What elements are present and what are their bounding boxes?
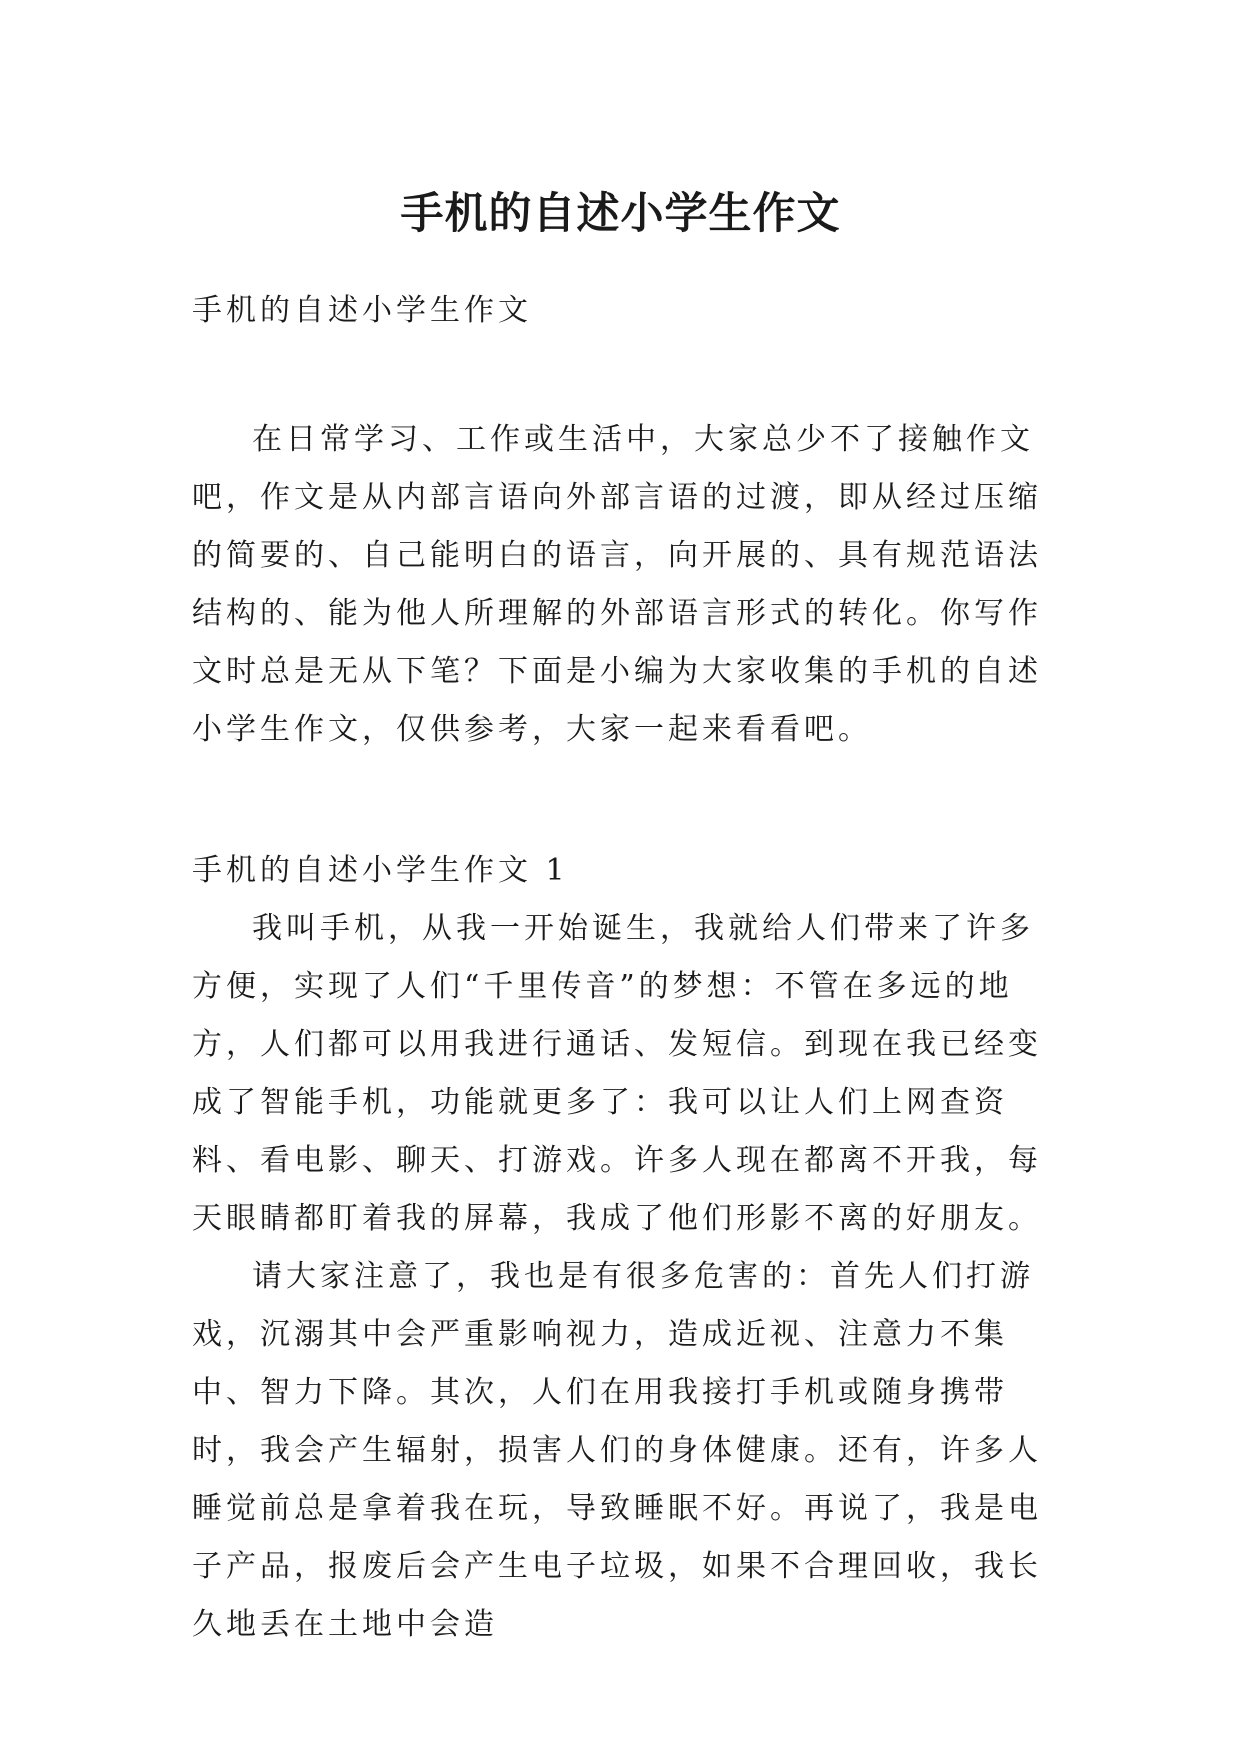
spacer <box>192 340 1052 411</box>
document-subtitle: 手机的自述小学生作文 <box>192 293 532 328</box>
intro-paragraph: 在日常学习、工作或生活中，大家总少不了接触作文吧，作文是从内部言语向外部言语的过渡，即从经过压缩的简要的、自己能明白的语言，向开展的、具有规范语法结构的、能为他人所理解的外部语言形式的转化。你写作文时总是无从下笔？下面是小编为大家收集的手机的自述小学生作文，仅供参考，大家一起来看看吧。 <box>192 422 1042 747</box>
document-title: 手机的自述小学生作文 <box>400 188 841 239</box>
section-heading: 手机的自述小学生作文 1 <box>192 853 569 888</box>
document-body <box>192 282 1052 1654</box>
body-paragraph: 请大家注意了，我也是有很多危害的：首先人们打游戏，沉溺其中会严重影响视力，造成近视、注意力不集中、智力下降。其次，人们在用我接打手机或随身携带时，我会产生辐射，损害人们的身体健康。还有，许多人睡觉前总是拿着我在玩，导致睡眠不好。再说了，我是电子产品，报废后会产生电子垃圾，如果不合理回收，我长久地丢在土地中会造 <box>192 1259 1042 1642</box>
body-paragraph: 我叫手机，从我一开始诞生，我就给人们带来了许多方便，实现了人们“千里传音”的梦想：不管在多远的地方，人们都可以用我进行通话、发短信。到现在我已经变成了智能手机，功能就更多了：我可以让人们上网查资料、看电影、聊天、打游戏。许多人现在都离不开我，每天眼睛都盯着我的屏幕，我成了他们形影不离的好朋友。 <box>192 911 1042 1236</box>
spacer <box>192 759 1052 842</box>
